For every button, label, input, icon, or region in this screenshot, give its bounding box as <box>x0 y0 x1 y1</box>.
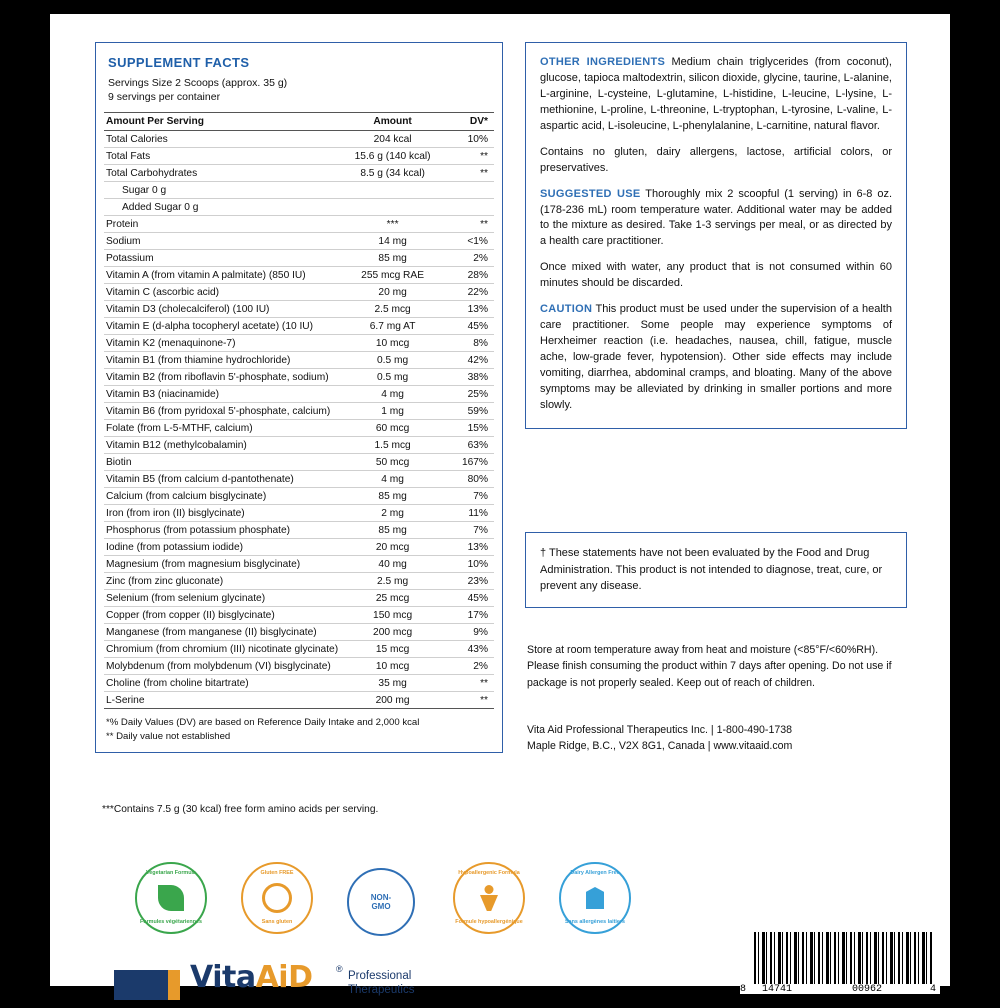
suggested-use-heading: SUGGESTED USE <box>540 187 641 200</box>
logo-registered-mark: ® <box>336 964 343 974</box>
non-gmo-text: NON- GMO <box>370 892 392 911</box>
nutrient-dv: 8% <box>473 337 488 349</box>
barcode-digit-left: 8 <box>740 984 747 995</box>
nutrient-dv: 13% <box>467 541 488 553</box>
suggested-use-paragraph <box>540 187 892 251</box>
nutrient-amount: 0.5 mg <box>377 354 409 366</box>
nutrient-amount: 0.5 mg <box>377 371 409 383</box>
table-row <box>104 471 494 488</box>
other-ingredients-paragraph <box>540 55 892 135</box>
nutrient-name: Selenium (from selenium glycinate) <box>106 592 266 604</box>
nutrient-name: Total Calories <box>106 133 168 145</box>
table-row <box>104 437 494 454</box>
nutrient-amount: 10 mcg <box>375 337 410 349</box>
barcode-bars <box>754 932 934 984</box>
logo-aid: AiD <box>255 960 313 995</box>
table-row <box>104 505 494 522</box>
nutrient-dv: ** <box>480 218 488 230</box>
nutrient-name: Folate (from L-5-MTHF, calcium) <box>106 422 253 434</box>
company-line-1: Vita Aid Professional Therapeutics Inc. | 1-800-490-1738 <box>527 724 793 736</box>
nutrient-amount: 50 mcg <box>375 456 410 468</box>
nutrient-dv: 42% <box>467 354 488 366</box>
table-row <box>104 165 494 182</box>
footnote-dv-not-established: ** Daily value not established <box>106 731 231 743</box>
table-row <box>104 369 494 386</box>
nutrient-amount: 8.5 g (34 kcal) <box>360 167 425 179</box>
nutrient-amount: 1.5 mcg <box>374 439 411 451</box>
nutrient-name: Vitamin B12 (methylcobalamin) <box>106 439 247 451</box>
nutrient-dv: <1% <box>467 235 488 247</box>
nutrient-amount: 40 mg <box>378 558 407 570</box>
storage-instructions: Store at room temperature away from heat and moisture (<85°F/<60%RH). Please finish consuming the product within 7 days after opening. Do not use if package is not properly sealed. Keep out of reach of children. <box>527 644 892 689</box>
wheat-icon <box>262 883 292 913</box>
nutrient-dv: ** <box>480 150 488 162</box>
seal-gluten-free <box>241 862 313 934</box>
table-row <box>104 522 494 539</box>
seal-vegetarian-formula <box>135 862 207 934</box>
nutrient-dv: 38% <box>467 371 488 383</box>
nutrient-amount: 15 mcg <box>375 643 410 655</box>
nutrient-amount: 200 mg <box>375 694 410 706</box>
nutrient-name: Vitamin D3 (cholecalciferol) (100 IU) <box>106 303 270 315</box>
nutrient-amount: 85 mg <box>378 252 407 264</box>
caution-paragraph <box>540 302 892 414</box>
nutrient-name: Vitamin B1 (from thiamine hydrochloride) <box>106 354 291 366</box>
seal-vegetarian-bottom-text: Formules végétariennes <box>139 918 203 925</box>
nutrient-name: Vitamin C (ascorbic acid) <box>106 286 220 298</box>
column-header-dv: DV* <box>439 113 494 131</box>
table-row <box>104 420 494 437</box>
table-row <box>104 386 494 403</box>
nutrient-amount: 200 mcg <box>373 626 413 638</box>
company-line-2: Maple Ridge, B.C., V2X 8G1, Canada | www.vitaaid.com <box>527 740 793 753</box>
nutrient-dv: 7% <box>473 524 488 536</box>
nutrient-name: Molybdenum (from molybdenum (VI) bisglycinate) <box>106 660 331 672</box>
table-row <box>104 692 494 709</box>
nutrient-dv: 43% <box>467 643 488 655</box>
leaf-icon <box>158 885 184 911</box>
table-header-row <box>104 113 494 131</box>
brand-logo <box>114 950 454 1008</box>
nutrient-name: Phosphorus (from potassium phosphate) <box>106 524 291 536</box>
barcode-digit-right: 4 <box>930 984 937 995</box>
nutrient-dv: ** <box>480 677 488 689</box>
nutrient-dv: 10% <box>467 133 488 145</box>
nutrient-amount <box>346 199 440 216</box>
nutrient-dv: 11% <box>468 507 488 519</box>
seal-non-gmo <box>347 868 415 936</box>
person-icon <box>478 885 500 911</box>
supplement-facts-panel <box>95 42 503 753</box>
nutrient-name: Total Fats <box>106 150 151 162</box>
nutrient-name: Copper (from copper (II) bisglycinate) <box>106 609 275 621</box>
nutrient-name: Vitamin B5 (from calcium d-pantothenate) <box>106 473 294 485</box>
seal-dairy-allergen-free <box>559 862 631 934</box>
serving-size: Servings Size 2 Scoops (approx. 35 g) <box>108 77 288 89</box>
nutrient-amount <box>346 182 440 199</box>
nutrient-amount: 204 kcal <box>373 133 412 145</box>
nutrient-amount: 2.5 mcg <box>374 303 411 315</box>
nutrient-name: L-Serine <box>106 694 145 706</box>
nutrient-amount: 6.7 mg AT <box>369 320 416 332</box>
nutrient-dv: 13% <box>467 303 488 315</box>
seal-hypoallergenic-formula <box>453 862 525 934</box>
table-row <box>104 488 494 505</box>
table-row <box>104 573 494 590</box>
nutrient-amount: 255 mcg RAE <box>361 269 425 281</box>
milk-carton-icon <box>586 887 604 909</box>
nutrient-amount: 60 mcg <box>375 422 410 434</box>
nutrient-name: Vitamin B3 (niacinamide) <box>106 388 220 400</box>
nutrient-dv: 45% <box>467 592 488 604</box>
table-row <box>104 556 494 573</box>
table-row <box>104 658 494 675</box>
logo-mark <box>114 970 180 1000</box>
nutrient-amount: 2 mg <box>381 507 404 519</box>
usage-info-panel <box>525 42 907 429</box>
table-row <box>104 318 494 335</box>
nutrient-amount: 4 mg <box>381 473 404 485</box>
table-row <box>104 284 494 301</box>
nutrient-name: Choline (from choline bitartrate) <box>106 677 249 689</box>
nutrient-dv: 10% <box>467 558 488 570</box>
logo-vita: Vita <box>190 960 256 995</box>
table-row <box>104 675 494 692</box>
nutrient-dv: 9% <box>473 626 488 638</box>
nutrient-name: Vitamin K2 (menaquinone-7) <box>106 337 236 349</box>
fda-disclaimer-panel <box>525 532 907 608</box>
supplement-facts-title: SUPPLEMENT FACTS <box>108 55 250 70</box>
other-ingredients-body: Medium chain triglycerides (from coconut), glucose, tapioca maltodextrin, silicon dioxide, glycine, taurine, L-alanine, L-arginine, L-cysteine, L-glutamine, L-histidine, L-leucine, L-lysine, L-methionine, L-proline, L-threonine, L-tryptophan, L-tyrosine, L-valine, L-aspartic acid, L-isoleucine, L-phenylalanine, L-carnitine, natural flavor. <box>540 56 892 132</box>
nutrient-name: Magnesium (from magnesium bisglycinate) <box>106 558 301 570</box>
nutrient-name: Calcium (from calcium bisglycinate) <box>106 490 267 502</box>
nutrient-name: Protein <box>106 218 139 230</box>
seal-hypoallergenic-bottom-text: Formule hypoallergénique <box>455 918 523 925</box>
nutrient-name: Added Sugar 0 g <box>122 201 199 213</box>
servings-per-container: 9 servings per container <box>108 91 221 104</box>
table-row <box>104 624 494 641</box>
nutrient-dv: 167% <box>461 456 488 468</box>
nutrient-dv: 7% <box>473 490 488 502</box>
nutrient-amount: 15.6 g (140 kcal) <box>354 150 431 162</box>
table-row <box>104 199 494 216</box>
table-row <box>104 607 494 624</box>
caution-heading: CAUTION <box>540 303 593 316</box>
nutrient-name: Vitamin B2 (from riboflavin 5'-phosphate, sodium) <box>106 371 329 383</box>
seal-hypoallergenic-top-text: Hypoallergenic Formula <box>458 870 520 876</box>
logo-tagline-line-2: Therapeutics <box>348 983 415 996</box>
nutrient-amount: 14 mg <box>378 235 407 247</box>
supplement-facts-table <box>104 112 494 709</box>
suggested-use-body: Thoroughly mix 2 scoopful (1 serving) in 6-8 oz. (178-236 mL) room temperature water. Additional water may be added to the mixture as desired. Take 1-3 servings per meal, or as directed by a health care practitioner. <box>540 187 893 248</box>
table-row <box>104 148 494 165</box>
nutrient-name: Biotin <box>106 456 132 468</box>
table-row <box>104 267 494 284</box>
nutrient-name: Vitamin E (d-alpha tocopheryl acetate) (10 IU) <box>106 320 314 332</box>
table-row <box>104 454 494 471</box>
nutrient-name: Vitamin A (from vitamin A palmitate) (850 IU) <box>106 269 306 281</box>
footnote-daily-values: *% Daily Values (DV) are based on Reference Daily Intake and 2,000 kcal <box>106 717 420 729</box>
table-row <box>104 250 494 267</box>
table-row <box>104 131 494 148</box>
nutrient-amount: 1 mg <box>381 405 404 417</box>
table-row <box>104 403 494 420</box>
other-ingredients-heading: OTHER INGREDIENTS <box>540 56 666 68</box>
nutrient-dv: 17% <box>467 609 488 621</box>
nutrient-dv: 2% <box>473 660 488 672</box>
logo-wordmark <box>190 960 312 995</box>
product-label <box>50 14 950 996</box>
nutrient-amount: 25 mcg <box>375 592 410 604</box>
nutrient-dv: 63% <box>467 439 488 451</box>
nutrient-dv: 45% <box>467 320 488 332</box>
nutrient-dv: 15% <box>467 422 488 434</box>
nutrient-name: Iron (from iron (II) bisglycinate) <box>106 507 245 519</box>
nutrient-name: Iodine (from potassium iodide) <box>106 541 244 553</box>
nutrient-dv: 2% <box>473 252 488 264</box>
table-row <box>104 641 494 658</box>
nutrient-name: Zinc (from zinc gluconate) <box>106 575 224 587</box>
nutrient-dv: 23% <box>467 575 488 587</box>
barcode-group-2: 00962 <box>852 984 883 995</box>
nutrient-dv <box>439 182 494 199</box>
logo-tagline-line-1: Professional <box>348 970 412 982</box>
nutrient-dv: ** <box>480 694 488 706</box>
caution-body: This product must be used under the supervision of a health care practitioner. Some people may experience symptoms of Herxheimer reaction (i.e. headaches, nausea, chill, fatigue, muscle ache, low-grade fever, hypotension). Other side effects may include vomiting, diarrhea, abdominal cramps, and bloating. Many of the above symptoms may be alleviated by drinking in smaller portions and more slowly. <box>540 303 892 411</box>
table-row <box>104 590 494 607</box>
column-header-amount: Amount <box>346 113 440 131</box>
table-row <box>104 233 494 250</box>
nutrient-amount: 4 mg <box>381 388 404 400</box>
seal-dairy-free-bottom-text: Sans allergènes laitiers <box>565 918 625 925</box>
fda-disclaimer-text: † These statements have not been evaluated by the Food and Drug Administration. This product is not intended to diagnose, treat, cure, or prevent any disease. <box>540 547 883 592</box>
nutrient-amount: 150 mcg <box>373 609 413 621</box>
nutrient-dv: ** <box>480 167 488 179</box>
nutrient-name: Manganese (from manganese (II) bisglycinate) <box>106 626 317 638</box>
nutrient-dv <box>439 199 494 216</box>
table-row <box>104 352 494 369</box>
barcode <box>740 932 940 994</box>
nutrient-name: Sugar 0 g <box>122 184 167 196</box>
certification-seals <box>135 854 655 942</box>
nutrient-amount: *** <box>386 218 399 230</box>
nutrient-name: Chromium (from chromium (III) nicotinate glycinate) <box>106 643 339 655</box>
seal-vegetarian-top-text: Vegetarian Formula <box>145 870 197 876</box>
nutrient-dv: 25% <box>467 388 488 400</box>
nutrient-amount: 35 mg <box>378 677 407 689</box>
nutrient-amount: 85 mg <box>378 524 407 536</box>
barcode-group-1: 14741 <box>762 984 793 995</box>
seal-gluten-free-bottom-text: Sans gluten <box>261 918 293 925</box>
nutrient-name: Sodium <box>106 235 141 247</box>
logo-tagline <box>348 970 414 998</box>
nutrient-name: Total Carbohydrates <box>106 167 198 179</box>
table-row <box>104 182 494 199</box>
column-header-name: Amount Per Serving <box>104 113 346 131</box>
table-row <box>104 216 494 233</box>
nutrient-dv: 59% <box>467 405 488 417</box>
contains-no-note: Contains no gluten, dairy allergens, lactose, artificial colors, or preservatives. <box>540 145 892 174</box>
table-row <box>104 335 494 352</box>
nutrient-dv: 22% <box>467 286 488 298</box>
table-row <box>104 539 494 556</box>
seal-gluten-free-top-text: Gluten FREE <box>260 870 294 876</box>
nutrient-amount: 20 mcg <box>375 541 410 553</box>
table-row <box>104 301 494 318</box>
nutrient-dv: 28% <box>467 269 488 281</box>
seal-dairy-free-top-text: Dairy Allergen Free <box>570 870 620 876</box>
footnote-amino-acids: ***Contains 7.5 g (30 kcal) free form amino acids per serving. <box>102 804 379 815</box>
nutrient-amount: 10 mcg <box>375 660 410 672</box>
suggested-use-paragraph-2: Once mixed with water, any product that is not consumed within 60 minutes should be discarded. <box>540 261 892 290</box>
nutrient-name: Vitamin B6 (from pyridoxal 5'-phosphate, calcium) <box>106 405 331 417</box>
nutrient-dv: 80% <box>467 473 488 485</box>
nutrient-amount: 2.5 mg <box>377 575 409 587</box>
nutrient-amount: 20 mg <box>378 286 407 298</box>
nutrient-name: Potassium <box>106 252 154 264</box>
company-info <box>527 722 917 755</box>
nutrient-amount: 85 mg <box>378 490 407 502</box>
